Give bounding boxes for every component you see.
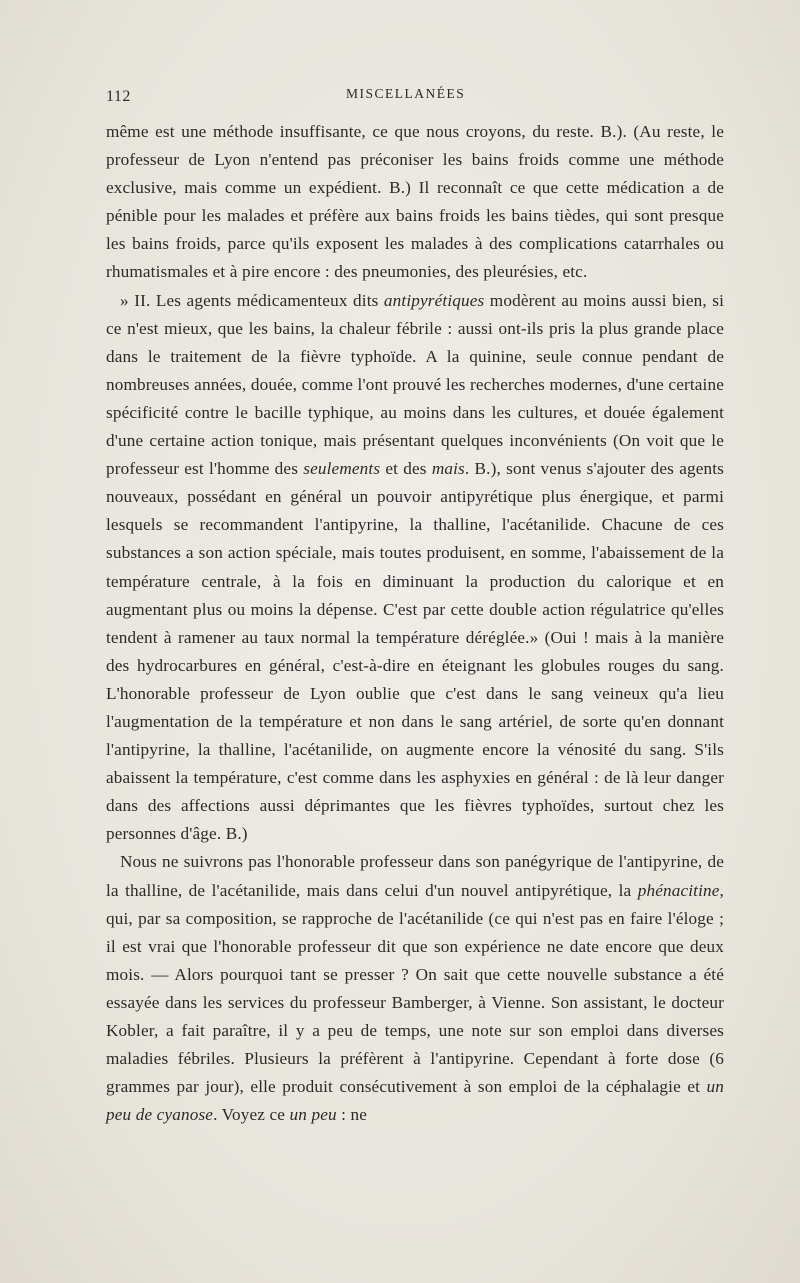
paragraph-2-part-1: » II. Les agents médicamenteux dits (120, 290, 384, 310)
paragraph-3-italic-3: un peu (289, 1105, 337, 1125)
page-header (106, 86, 720, 112)
paragraph-2-italic-2: seulements (303, 459, 381, 479)
paragraph-3-part-1: Nous ne suivrons pas l'honorable professeur dans son panégyrique de l'antipyrine, de la thalline, de l'acétanilide, mais dans celui d'un nouvel antipyrétique, la (106, 852, 724, 900)
paragraph-2-part-3: et des (380, 459, 432, 479)
paragraph-2-part-4: . B.), sont venus s'ajouter des agents nouveaux, possédant en général un pouvoir antipyrétique plus énergique, et parmi lesquels se recommandent l'antipyrine, la thalline, l'acétanilide. Chacune de ces substances a son action spéciale, mais toutes produisent, en somme, l'abaissement de la température centrale, à la fois en diminuant la production du calorique et en augmentant plus ou moins la dépense. C'est par cette double action régulatrice qu'elles tendent à ramener au taux normal la température déréglée.» (Oui ! mais à la manière des hydrocarbures en général, c'est-à-dire en éteignant les globules rouges du sang. L'honorable professeur de Lyon oublie que c'est dans le sang veineux qu'a lieu l'augmentation de la température et non dans le sang artériel, de sorte qu'en donnant l'antipyrine, la thalline, l'acétanilide, on augmente encore la vénosité du sang. S'ils abaissent la température, c'est comme dans les asphyxies en général : de là leur danger dans des affections aussi déprimantes que les fièvres typhoïdes, surtout chez les personnes d'âge. B.) (106, 459, 725, 844)
paragraph-2-part-2: modèrent au moins aussi bien, si ce n'est mieux, que les bains, la chaleur fébrile : aussi ont-ils pris la plus grande place dans le traitement de la fièvre typhoïde. A la quinine, seule connue pendant de nombreuses années, douée, comme l'ont prouvé les recherches modernes, d'une certaine spécificité contre le bacille typhique, au moins dans les cultures, et douée également d'une certaine action tonique, mais présentant quelques inconvénients (On voit que le professeur est l'homme des (106, 290, 724, 479)
paragraph-1 (106, 118, 724, 287)
paragraph-3-part-3: . Voyez ce (213, 1105, 290, 1125)
paragraph-3-part-4: : ne (336, 1105, 368, 1125)
paragraph-3-italic-2: un peu de cyanose (106, 1077, 724, 1125)
paragraph-3-italic-1: phénacitine (637, 880, 720, 900)
paragraph-3-part-2: , qui, par sa composition, se rapproche de l'acétanilide (ce qui n'est pas en faire l'éloge ; il est vrai que l'honorable professeur dit que son expérience ne date encore que deux mois. — Alors pourquoi tant se presser ? On sait que cette nouvelle substance a été essayée dans les services du professeur Bamberger, à Vienne. Son assistant, le docteur Kobler, a fait paraître, il y a peu de temps, une note sur son emploi dans diverses maladies fébriles. Plusieurs la préfèrent à l'antipyrine. Cependant à forte dose (6 grammes par jour), elle produit consécutivement à son emploi de la céphalagie et (106, 880, 724, 1097)
running-title: MISCELLANÉES (346, 86, 466, 101)
paragraph-3 (106, 848, 724, 1129)
paragraph-2-italic-1: antipyrétiques (383, 290, 485, 310)
paragraph-2-italic-3: mais (431, 459, 465, 479)
page-number: 112 (106, 88, 131, 105)
body-text (106, 118, 724, 1129)
paragraph-1-text: même est une méthode insuffisante, ce que nous croyons, du reste. B.). (Au reste, le professeur de Lyon n'entend pas préconiser les bains froids comme une méthode exclusive, mais comme un expédient. B.) Il reconnaît ce que cette médication a de pénible pour les malades et préfère aux bains froids les bains tièdes, qui sont presque les bains froids, parce qu'ils exposent les malades à des complications catarrhales ou rhumatismales et à pire encore : des pneumonies, des pleurésies, etc. (106, 122, 724, 282)
paragraph-2 (106, 287, 724, 849)
